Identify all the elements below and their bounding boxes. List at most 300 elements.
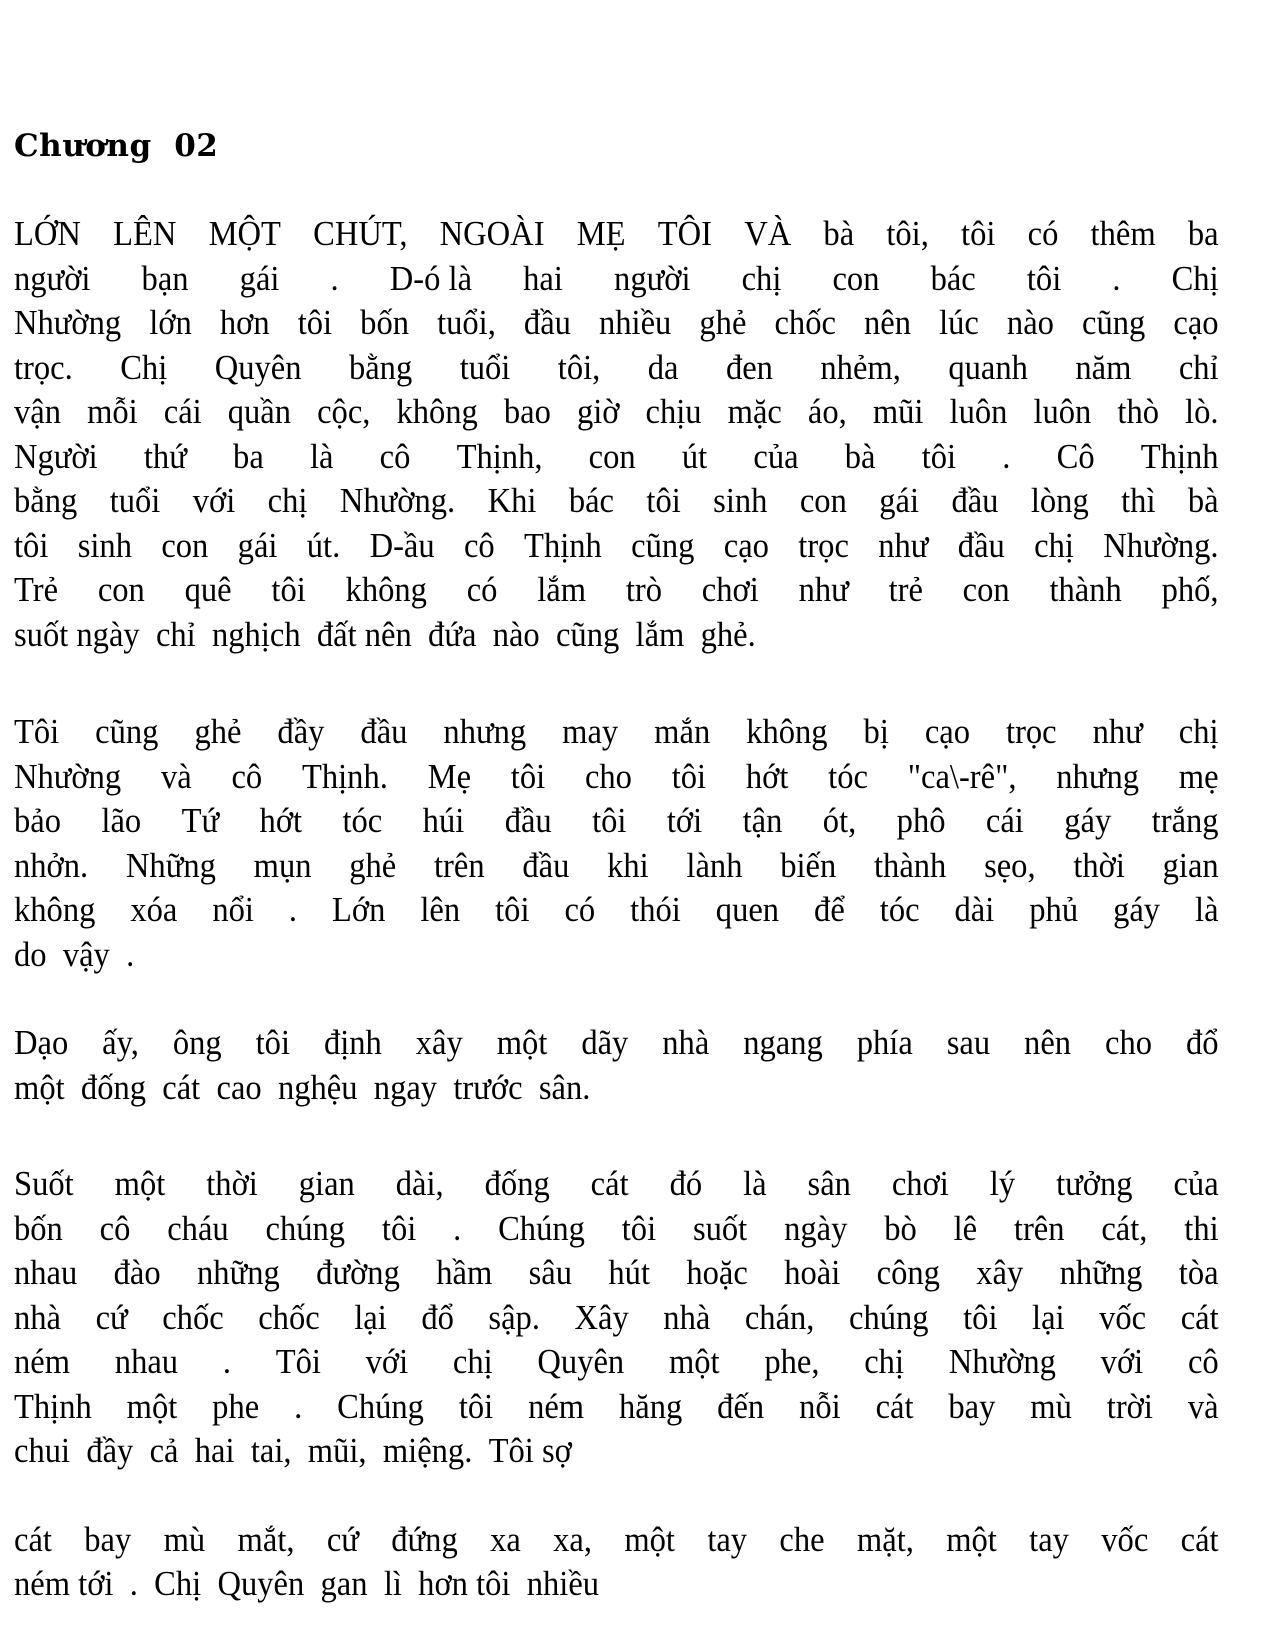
word: VÀ xyxy=(744,214,792,253)
word: sinh xyxy=(77,525,132,565)
word: nhởn. xyxy=(14,845,89,885)
word: đến xyxy=(717,1386,765,1426)
word: nhà xyxy=(663,1297,711,1337)
word: cô xyxy=(1187,1342,1219,1381)
word: Thịnh. xyxy=(301,756,388,796)
word: Thịnh xyxy=(1140,436,1219,476)
word: xây xyxy=(976,1253,1024,1292)
word: gian xyxy=(1162,845,1219,885)
word: Dạo xyxy=(14,1023,69,1062)
text-line xyxy=(14,1296,1219,1341)
word: hai xyxy=(523,258,563,298)
word: lão xyxy=(101,801,142,840)
paragraph xyxy=(14,1162,1219,1474)
word: tôi xyxy=(671,756,707,796)
word: lành xyxy=(686,845,743,885)
word: có xyxy=(1027,214,1059,253)
word: trên xyxy=(1013,1208,1065,1248)
word: ngay xyxy=(373,1067,438,1107)
word: thì xyxy=(1121,481,1156,520)
word: xóa xyxy=(130,890,178,929)
word-gap xyxy=(70,1429,86,1474)
title-spacer xyxy=(14,162,1219,212)
word: tôi xyxy=(1026,258,1062,298)
word: chốc xyxy=(258,1297,320,1337)
word-gap xyxy=(367,1429,383,1474)
word: cô xyxy=(99,1208,131,1248)
word-gap xyxy=(510,1562,526,1607)
word: hầm xyxy=(436,1253,493,1292)
word: không xyxy=(345,570,427,609)
word: suốt xyxy=(692,1208,748,1248)
word: của xyxy=(753,436,799,476)
text-line xyxy=(14,1562,1219,1607)
word: chị xyxy=(1178,712,1219,751)
word: nên xyxy=(864,303,912,342)
word: một xyxy=(946,1519,997,1559)
text-line xyxy=(14,799,1219,844)
word: áo, xyxy=(807,392,847,431)
word: Chị xyxy=(1171,258,1219,298)
word: cái xyxy=(985,801,1024,840)
word: tóc xyxy=(879,890,920,929)
word: sâu xyxy=(528,1253,573,1292)
word: bằng xyxy=(348,347,413,387)
word: tôi xyxy=(458,1386,494,1426)
word-gap xyxy=(412,613,428,658)
text-line xyxy=(14,1207,1219,1252)
word: cũng xyxy=(555,614,620,654)
word: bay xyxy=(84,1519,132,1559)
word-gap xyxy=(358,1066,374,1111)
word: miệng. xyxy=(382,1431,473,1470)
word-gap xyxy=(47,933,63,978)
word: bị xyxy=(863,712,889,751)
text-line xyxy=(14,301,1219,346)
word-gap xyxy=(235,1429,251,1474)
word: tôi xyxy=(255,1023,291,1062)
text-line xyxy=(14,933,1219,978)
word: một xyxy=(126,1386,178,1426)
word: Chị xyxy=(154,1564,202,1603)
word: hớt xyxy=(259,801,303,840)
word: cao xyxy=(216,1067,262,1107)
word: lại xyxy=(1032,1297,1065,1337)
text-line xyxy=(14,888,1219,933)
word-gap xyxy=(684,613,700,658)
word: nào xyxy=(1006,303,1054,342)
paragraph xyxy=(14,1021,1219,1110)
word: ném xyxy=(528,1386,585,1426)
word: lắm xyxy=(537,570,587,609)
word: cô xyxy=(463,525,495,565)
word: lúc xyxy=(939,303,979,342)
word: sân xyxy=(807,1164,851,1203)
word: bác xyxy=(568,481,614,520)
word-gap xyxy=(133,1429,149,1474)
word: ông xyxy=(172,1023,222,1062)
word: trên xyxy=(433,845,485,885)
word: bạn xyxy=(141,258,189,298)
word-gap xyxy=(540,613,556,658)
word: ba xyxy=(233,436,264,476)
word: NGOÀI xyxy=(439,214,545,253)
word: hoài xyxy=(784,1253,841,1292)
word: con xyxy=(588,436,636,476)
word: con xyxy=(161,525,209,565)
word: không xyxy=(746,712,828,751)
word: chị xyxy=(1034,525,1074,565)
word: bằng xyxy=(14,481,78,520)
word: mù xyxy=(163,1519,206,1559)
word: đó xyxy=(669,1164,703,1203)
word: cộc, xyxy=(317,392,371,431)
word: trọc. xyxy=(14,347,73,387)
word: . xyxy=(288,890,298,929)
word: phe, xyxy=(764,1342,820,1381)
word: định xyxy=(323,1023,382,1062)
word: nổi xyxy=(212,890,254,929)
word: tới xyxy=(666,801,703,840)
word: ngang xyxy=(743,1023,823,1062)
word: cạo xyxy=(723,525,769,565)
word: tôi xyxy=(621,1208,657,1248)
word: nhưng xyxy=(443,712,527,751)
word: lòng xyxy=(1030,481,1089,520)
word: hai xyxy=(194,1431,235,1470)
text-line xyxy=(14,844,1219,889)
word: cháu xyxy=(167,1208,229,1248)
word: vận xyxy=(14,392,62,431)
word: húi xyxy=(422,801,465,840)
word: tòa xyxy=(1178,1253,1219,1292)
word: chị xyxy=(452,1342,493,1381)
word: do xyxy=(14,934,47,974)
text-line xyxy=(14,524,1219,569)
word: Chúng xyxy=(337,1386,424,1426)
word: . xyxy=(1002,436,1011,476)
word: ghẻ xyxy=(349,845,397,885)
word: cát, xyxy=(1101,1208,1148,1248)
word: phía xyxy=(856,1023,913,1062)
word: đầu xyxy=(957,525,1005,565)
word: hoặc xyxy=(686,1253,748,1292)
word: lắm xyxy=(635,614,685,654)
word: cát xyxy=(162,1067,201,1107)
word: . xyxy=(1112,258,1121,298)
word: và xyxy=(160,756,192,796)
word-gap xyxy=(113,1562,129,1607)
text-line xyxy=(14,1518,1219,1563)
word: sẹo, xyxy=(984,845,1036,885)
word: nhau xyxy=(14,1253,78,1292)
word: bà xyxy=(844,436,876,476)
word: vậy xyxy=(62,934,110,974)
word: Nhường. xyxy=(339,481,456,520)
text-line xyxy=(14,390,1219,435)
word: tôi xyxy=(510,756,546,796)
text-line xyxy=(14,212,1219,257)
paragraph-spacer xyxy=(14,977,1219,1021)
word: Nhường xyxy=(948,1342,1056,1381)
word-gap xyxy=(179,1429,195,1474)
word: một xyxy=(668,1342,720,1381)
word: xây xyxy=(415,1023,463,1062)
word: cạo xyxy=(924,712,971,751)
word: cứ xyxy=(95,1297,128,1337)
word: hơn tôi xyxy=(418,1564,511,1603)
word: lên xyxy=(420,890,461,929)
word: công xyxy=(876,1253,940,1292)
word: như xyxy=(1092,712,1143,751)
word: tôi, xyxy=(557,347,601,387)
word: luôn xyxy=(1033,392,1092,431)
word: lại xyxy=(354,1297,387,1337)
word: chị xyxy=(864,1342,904,1381)
word: ghẻ xyxy=(699,303,747,342)
word: tôi xyxy=(963,1297,998,1337)
word: mẹ xyxy=(1178,756,1219,796)
word: quê xyxy=(184,570,232,609)
word: đầu xyxy=(360,712,408,751)
word: ném xyxy=(14,1342,71,1381)
word: cái xyxy=(163,392,202,431)
word-gap xyxy=(146,1066,162,1111)
word: đường xyxy=(316,1253,400,1292)
word: phô xyxy=(896,801,946,840)
word: tay xyxy=(707,1519,748,1559)
word: Mẹ xyxy=(427,756,472,796)
text-line xyxy=(14,710,1219,755)
word: mũi xyxy=(872,392,924,431)
word: đống xyxy=(80,1067,147,1107)
word: mặt, xyxy=(856,1519,914,1559)
word: luôn xyxy=(949,392,1008,431)
text-line xyxy=(14,1340,1219,1385)
word: may xyxy=(562,712,619,751)
word: mụn xyxy=(253,845,312,885)
word: với xyxy=(365,1342,409,1381)
word: sân. xyxy=(538,1067,591,1107)
word: trắng xyxy=(1151,801,1219,840)
word: thành xyxy=(1049,570,1122,609)
word: gáy xyxy=(1113,890,1161,929)
word: đất nên xyxy=(316,614,412,654)
word: lý xyxy=(989,1164,1016,1203)
word: Chị xyxy=(120,347,168,387)
word: mù xyxy=(1030,1386,1072,1426)
word: một xyxy=(624,1519,675,1559)
word: MẸ xyxy=(576,214,626,253)
word: con xyxy=(832,258,880,298)
word: Khi xyxy=(487,481,537,520)
word: thò xyxy=(1117,392,1160,431)
word: người xyxy=(614,258,691,298)
word: chơi xyxy=(701,570,759,609)
word: nhau xyxy=(114,1342,179,1381)
word: TÔI xyxy=(657,214,712,253)
word: "ca\-rê", xyxy=(907,756,1017,796)
word: vốc xyxy=(1101,1519,1149,1559)
word-gap xyxy=(140,613,156,658)
word-gap xyxy=(201,1562,217,1607)
word: Thịnh, xyxy=(456,436,543,476)
word: bay xyxy=(948,1386,996,1426)
word: ghẻ. xyxy=(700,614,756,654)
word: trọc xyxy=(1006,712,1057,751)
word-gap xyxy=(301,613,317,658)
word: những xyxy=(1059,1253,1143,1292)
word: hút xyxy=(608,1253,651,1292)
text-line xyxy=(14,613,1219,658)
word: ném tới xyxy=(14,1564,114,1603)
word: một xyxy=(114,1164,166,1203)
word: lò. xyxy=(1185,392,1219,431)
word: chỉ xyxy=(155,614,196,654)
word: . xyxy=(126,934,135,974)
paragraph xyxy=(14,212,1219,657)
word: tôi xyxy=(297,303,333,342)
word: phe xyxy=(212,1386,260,1426)
word: Quyên xyxy=(217,1564,305,1603)
word: bảo xyxy=(14,801,62,840)
word: quanh xyxy=(948,347,1028,387)
word: trọc xyxy=(798,525,849,565)
chapter-title: Chương 02 xyxy=(14,128,219,164)
word: đổ xyxy=(1185,1023,1219,1062)
word: chỉ xyxy=(1178,347,1219,387)
word: cát xyxy=(1180,1297,1219,1337)
text-line xyxy=(14,755,1219,800)
word: với xyxy=(192,481,236,520)
word: gáy xyxy=(1064,801,1112,840)
word-gap xyxy=(619,613,635,658)
word-gap xyxy=(437,1066,453,1111)
page-content xyxy=(14,0,1219,1607)
word: trẻ xyxy=(888,570,923,609)
word: hớt xyxy=(745,756,789,796)
word-gap xyxy=(368,1562,384,1607)
word: chui xyxy=(14,1431,71,1470)
word: cạo xyxy=(1173,303,1219,342)
word: nào xyxy=(492,614,540,654)
word: Quyên xyxy=(537,1342,625,1381)
word: đầu xyxy=(504,801,552,840)
word: cho xyxy=(584,756,632,796)
word-gap xyxy=(65,1066,81,1111)
word: nhưng xyxy=(1056,756,1140,796)
word: ngày xyxy=(784,1208,848,1248)
word: gái xyxy=(237,525,278,565)
word: cũng xyxy=(95,712,159,751)
word: phủ xyxy=(1029,890,1079,929)
word: tôi xyxy=(592,801,627,840)
word: cũng xyxy=(1082,303,1146,342)
word: những xyxy=(197,1253,280,1292)
text-line xyxy=(14,1251,1219,1296)
word: xa, xyxy=(553,1519,593,1559)
word: quần xyxy=(227,392,292,431)
word: đầu xyxy=(523,303,571,342)
word-gap xyxy=(523,1066,539,1111)
word: Quyên xyxy=(214,347,302,387)
text-line xyxy=(14,568,1219,613)
word: với xyxy=(1100,1342,1144,1381)
word: như xyxy=(798,570,849,609)
word: đứa xyxy=(428,614,477,654)
word: dài, xyxy=(395,1164,444,1203)
word: tôi xyxy=(961,214,996,253)
text-line xyxy=(14,1066,1219,1111)
word: bao xyxy=(503,392,551,431)
word: chúng xyxy=(849,1297,929,1337)
text-line xyxy=(14,1021,1219,1066)
word: con xyxy=(97,570,145,609)
word: tôi, xyxy=(886,214,929,253)
paragraph-spacer xyxy=(14,657,1219,710)
word: suốt ngày xyxy=(14,614,140,654)
word: một xyxy=(496,1023,548,1062)
word: khi xyxy=(607,845,649,885)
word: thành xyxy=(874,845,947,885)
word: trước xyxy=(453,1067,523,1107)
word: nghịch xyxy=(212,614,301,654)
word: che xyxy=(779,1519,825,1559)
word: . xyxy=(330,258,339,298)
word-gap xyxy=(304,1562,320,1607)
word: nhẻm, xyxy=(820,347,901,387)
word: Chúng xyxy=(498,1208,585,1248)
word: đen xyxy=(725,347,773,387)
word-gap xyxy=(196,613,212,658)
word: cho xyxy=(1105,1023,1153,1062)
word: gian xyxy=(298,1164,355,1203)
text-line xyxy=(14,257,1219,302)
word: không xyxy=(396,392,478,431)
paragraph-spacer xyxy=(14,1110,1219,1162)
word: mặc xyxy=(727,392,782,431)
word: thứ xyxy=(143,436,187,476)
word: Tôi sợ xyxy=(488,1431,572,1470)
text-line xyxy=(14,1429,1219,1474)
word: nghệu xyxy=(277,1067,358,1107)
word: nhiều xyxy=(598,303,672,342)
word: để xyxy=(814,890,845,929)
word: . xyxy=(453,1208,462,1248)
word: nỗi xyxy=(799,1386,841,1426)
word: thi xyxy=(1184,1208,1219,1248)
word: bò xyxy=(884,1208,917,1248)
word: hơn xyxy=(219,303,270,342)
word: trời xyxy=(1106,1386,1153,1426)
word: đổ xyxy=(421,1297,454,1337)
word: tôi xyxy=(271,570,306,609)
word: chịu xyxy=(645,392,702,431)
word: lớn xyxy=(149,303,192,342)
word: dãy xyxy=(581,1023,629,1062)
word: tai, xyxy=(250,1431,292,1470)
word: chốc xyxy=(162,1297,224,1337)
word: LÊN xyxy=(113,214,177,253)
word: chị xyxy=(741,258,782,298)
word: và xyxy=(1187,1386,1219,1426)
word: mắt, xyxy=(237,1519,295,1559)
word: Lớn xyxy=(332,890,386,929)
word-gap xyxy=(200,1066,216,1111)
word: D-ó là xyxy=(389,258,473,298)
word: Tôi xyxy=(275,1342,321,1381)
word: bốn xyxy=(360,303,409,342)
